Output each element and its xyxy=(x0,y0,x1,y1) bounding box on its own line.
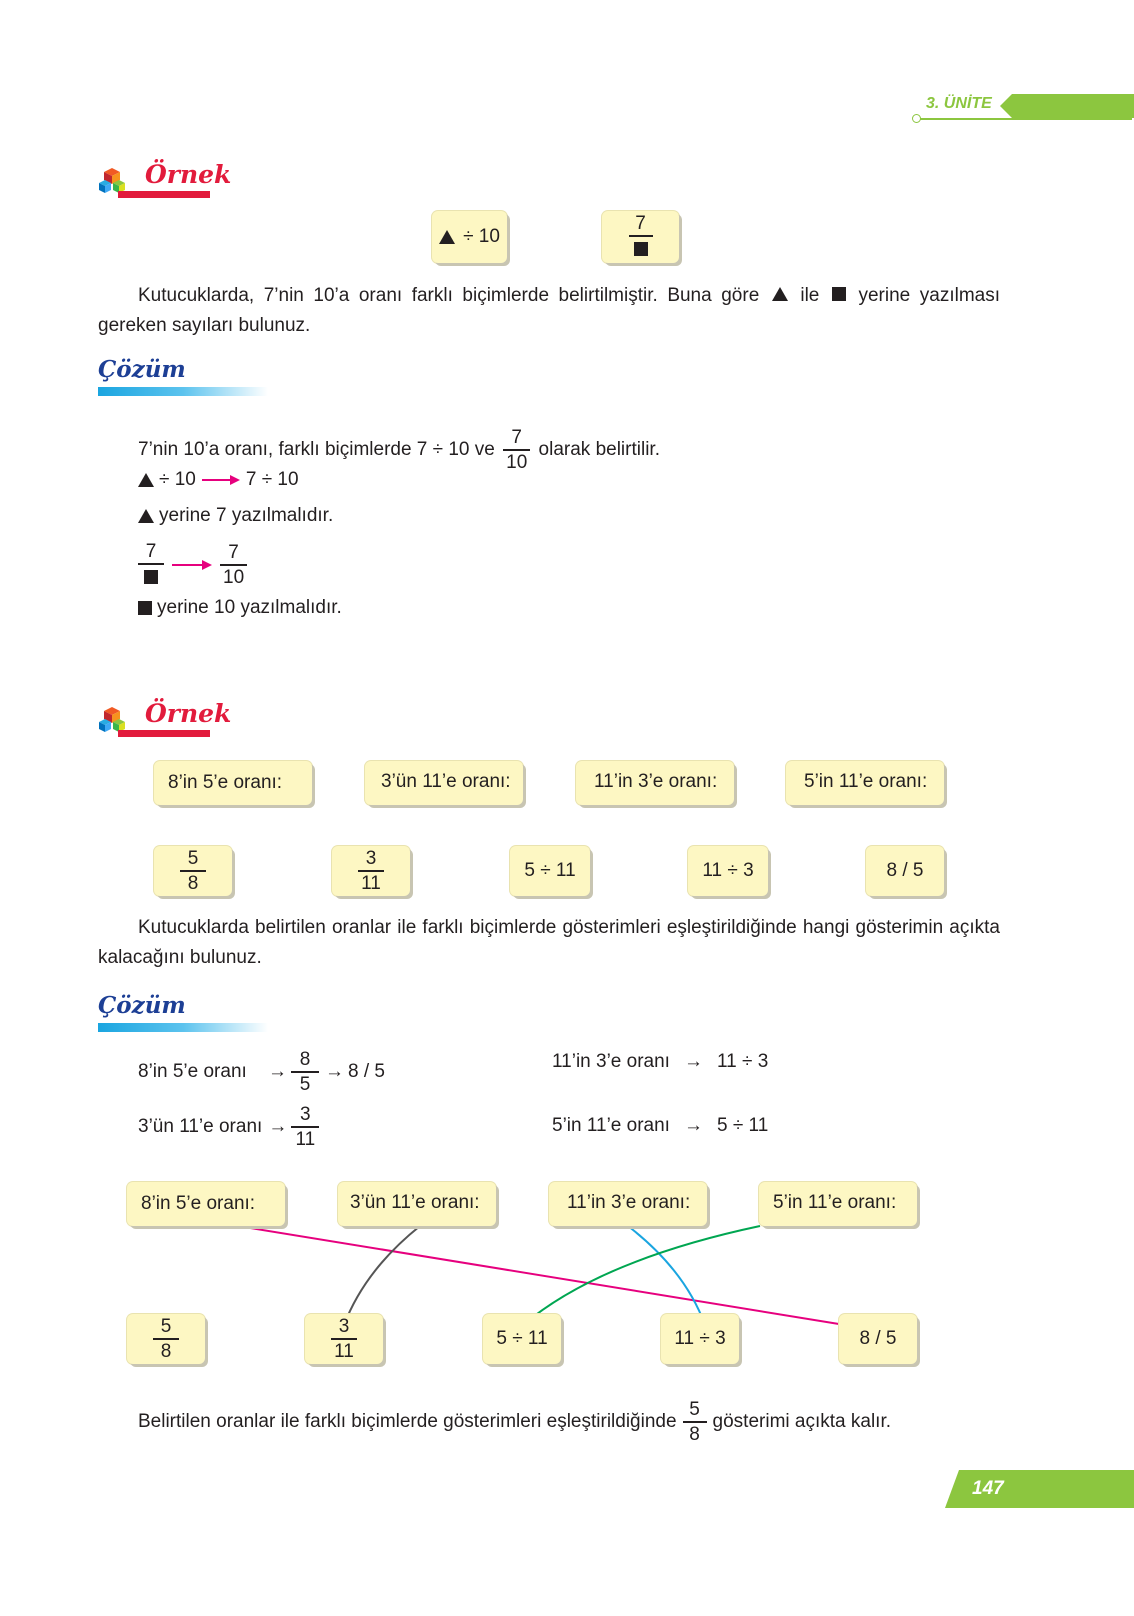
page-number: 147 xyxy=(972,1478,1004,1499)
solution2-row4: 5’in 11’e oranı → 5 ÷ 11 xyxy=(552,1115,769,1136)
ratio-box-11-3: 11’in 3’e oranı: xyxy=(576,761,734,805)
match-rep-box-frac-5-8: $\frac{5}{8}$ xyxy=(127,1314,205,1364)
ratio-box-5-11: 5’in 11’e oranı: xyxy=(786,761,944,805)
rep-box-div-5-11: 5 ÷ 11 xyxy=(510,846,590,896)
example1-title: Örnek xyxy=(145,160,232,189)
rep-box-div-11-3: 11 ÷ 3 xyxy=(688,846,768,896)
match-line-3-11 xyxy=(344,1226,420,1325)
match-ratio-box-11-3: 11’in 3’e oranı: xyxy=(549,1182,707,1226)
match-line-5-11 xyxy=(523,1226,760,1325)
solution2-row2: 3’ün 11’e oranı → $\frac{3}{11}$ xyxy=(138,1105,319,1149)
solution2-conclusion: Belirtilen oranlar ile farklı biçimlerde gösterimleri eşleştirildiğinde $\frac{5}{8}$ gösterimi açıkta kalır. xyxy=(138,1399,891,1445)
match-rep-box-div-11-3: 11 ÷ 3 xyxy=(661,1314,739,1364)
match-ratio-box-8-5: 8’in 5’e oranı: xyxy=(127,1182,285,1226)
example2-question: Kutucuklarda belirtilen oranlar ile farklı biçimlerde gösterimleri eşleştirildiğinde hangi gösterimin açıkta kalacağını bulunuz. xyxy=(98,917,1000,968)
solution2-row1: 8’in 5’e oranı → $\frac{8}{5}$ → 8 / 5 xyxy=(138,1049,385,1095)
example1-box2-numerator: 7 xyxy=(635,213,646,235)
ratio-box-8-5: 8’in 5’e oranı: xyxy=(154,761,312,805)
example2-title: Örnek xyxy=(145,699,232,728)
match-rep-box-slash-8-5: 8 / 5 xyxy=(839,1314,917,1364)
match-ratio-box-5-11: 5’in 11’e oranı: xyxy=(759,1182,917,1226)
rep-box-slash-8-5: 8 / 5 xyxy=(866,846,944,896)
unit-label: 3. ÜNİTE xyxy=(926,95,992,112)
solution1-line3: yerine 7 yazılmalıdır. xyxy=(138,501,333,531)
solution1-line5: yerine 10 yazılmalıdır. xyxy=(138,593,342,623)
rep-box-frac-3-11: $\frac{3}{11}$ xyxy=(332,846,410,896)
solution1-line4: 7 $\frac{7}{10}$ xyxy=(138,542,247,588)
ratio-box-3-11: 3’ün 11’e oranı: xyxy=(365,761,523,805)
solution1-line1: 7’nin 10’a oranı, farklı biçimlerde 7 ÷ 10 ve $\frac{7}{10}$ olarak belirtilir. xyxy=(138,427,660,473)
solution1-title: Çözüm xyxy=(98,356,186,383)
match-line-11-3 xyxy=(628,1226,705,1325)
rep-box-frac-5-8: $\frac{5}{8}$ xyxy=(154,846,232,896)
match-rep-box-div-5-11: 5 ÷ 11 xyxy=(483,1314,561,1364)
solution1-line2: ÷ 10 7 ÷ 10 xyxy=(138,465,299,495)
example1-question: Kutucuklarda, 7’nin 10’a oranı farklı biçimlerde belirtilmiştir. Buna göre ile yerine yazılması gereken sayıları bulunuz. xyxy=(98,285,1000,336)
example1-box1-text: ÷ 10 xyxy=(463,226,500,247)
solution2-row3: 11’in 3’e oranı → 11 ÷ 3 xyxy=(552,1051,769,1072)
match-rep-box-frac-3-11: $\frac{3}{11}$ xyxy=(305,1314,383,1364)
solution2-title: Çözüm xyxy=(98,992,186,1019)
match-ratio-box-3-11: 3’ün 11’e oranı: xyxy=(338,1182,496,1226)
